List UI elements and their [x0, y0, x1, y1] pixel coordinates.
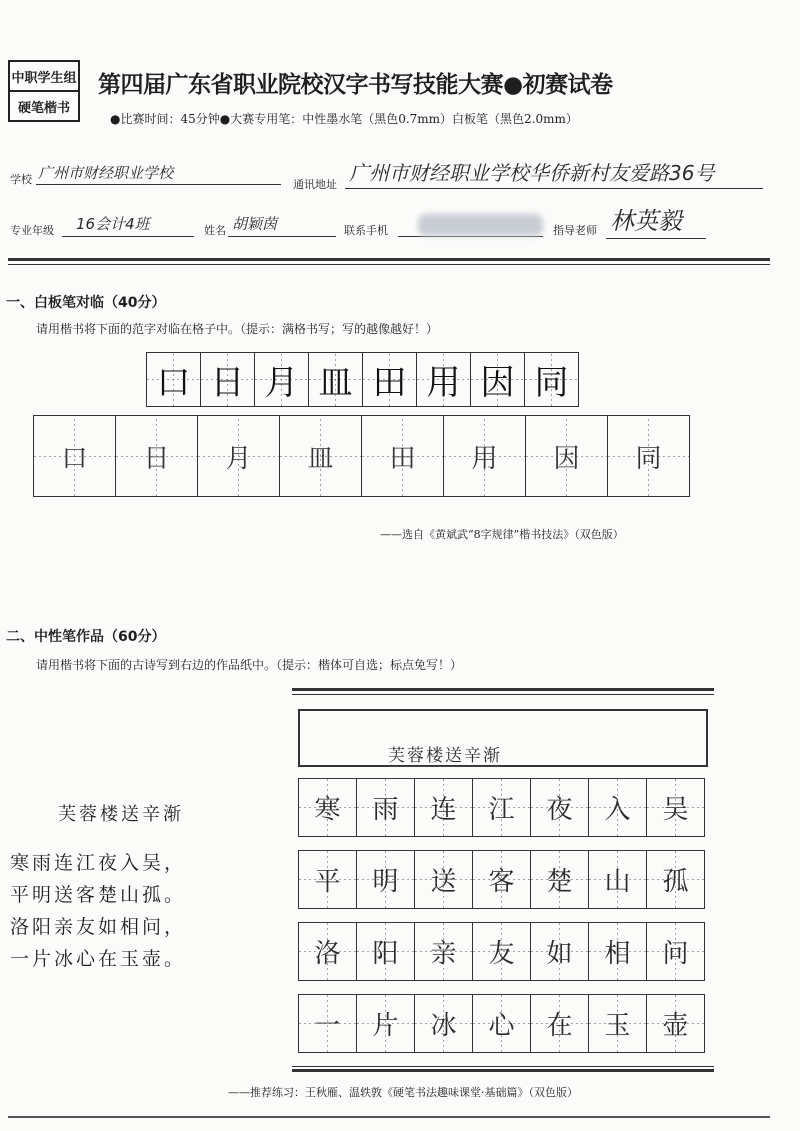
poem-cell: 连: [414, 778, 473, 837]
model-chars-row: [146, 352, 579, 407]
model-char: 日: [200, 352, 255, 407]
poem-cell: 亲: [414, 922, 473, 981]
poem-cell: 玉: [588, 994, 647, 1053]
teacher-value: 林英毅: [610, 207, 682, 235]
poem-cell: 心: [472, 994, 531, 1053]
school-label: 学校: [10, 173, 32, 186]
poem-cell: 问: [646, 922, 705, 981]
address-field: [345, 158, 763, 189]
poem-cell: 相: [588, 922, 647, 981]
poem-cell: 夜: [530, 778, 589, 837]
poem-cell: 客: [472, 850, 531, 909]
address-value: 广州市财经职业学校华侨新村友爱路36号: [349, 161, 715, 185]
practice-cell: 用: [443, 415, 526, 497]
group-stamp: [8, 60, 80, 122]
practice-grid: [33, 415, 690, 497]
poem-cell: 江: [472, 778, 531, 837]
poem-cell: 如: [530, 922, 589, 981]
group-label: 中职学生组: [10, 62, 78, 92]
grade-label: 专业年级: [10, 224, 54, 237]
poem-line: 平明送客楚山孤。: [10, 884, 187, 906]
poem-cell: 冰: [414, 994, 473, 1053]
poem-title-box: [298, 709, 708, 767]
redacted-phone: [418, 214, 543, 236]
teacher-field: [606, 206, 706, 239]
poem-row-2: [298, 850, 705, 909]
poem-line: 洛阳亲友如相问，: [10, 916, 187, 938]
poem-cell: 入: [588, 778, 647, 837]
section1-reference: ——选自《黄斌武“8字规律”楷书技法》（双色版）: [380, 528, 624, 541]
practice-cell: 日: [115, 415, 198, 497]
model-char: 因: [470, 352, 525, 407]
section2-instruction: 请用楷书将下面的古诗写到右边的作品纸中。（提示：楷体可自选；标点免写！）: [36, 658, 463, 672]
poem-cell: 楚: [530, 850, 589, 909]
poem-row-1: [298, 778, 705, 837]
section2-reference: ——推荐练习：王秋雁、温轶敦《硬笔书法趣味课堂·基础篇》（双色版）: [228, 1086, 578, 1099]
poem-cell: 吴: [646, 778, 705, 837]
paper-top-rule: [292, 688, 714, 691]
model-char: 同: [524, 352, 579, 407]
phone-label: 联系手机: [344, 224, 388, 237]
script-style-label: 硬笔楷书: [17, 100, 70, 116]
paper-top-rule-thin: [292, 694, 714, 695]
grade-value: 16会计4班: [76, 215, 150, 233]
model-char: 月: [254, 352, 309, 407]
name-field: [228, 214, 336, 237]
poem-cell: 一: [298, 994, 357, 1053]
section2-title: 二、中性笔作品（60分）: [6, 629, 166, 645]
paper-bottom-rule-thin: [292, 1066, 714, 1067]
page-bottom-rule: [8, 1116, 770, 1118]
address-label: 通讯地址: [293, 178, 337, 191]
poem-cell: 片: [356, 994, 415, 1053]
poem-cell: 友: [472, 922, 531, 981]
poem-cell: 山: [588, 850, 647, 909]
poem-row-3: [298, 922, 705, 981]
written-poem-title: 芙蓉楼送辛渐: [388, 741, 502, 767]
poem-row-4: [298, 994, 705, 1053]
section1-title: 一、白板笔对临（40分）: [6, 295, 166, 311]
poem-cell: 雨: [356, 778, 415, 837]
phone-field: [398, 214, 543, 237]
practice-cell: 口: [33, 415, 116, 497]
divider-thin: [8, 264, 770, 265]
page-subtitle: ●比赛时间：45分钟●大赛专用笔：中性墨水笔（黑色0.7mm）白板笔（黑色2.0mm）: [110, 112, 578, 126]
poem-cell: 平: [298, 850, 357, 909]
teacher-label: 指导老师: [553, 224, 597, 237]
school-value: 广州市财经职业学校: [38, 164, 174, 182]
poem-cell: 在: [530, 994, 589, 1053]
poem-cell: 壶: [646, 994, 705, 1053]
page-title: 第四届广东省职业院校汉字书写技能大赛●初赛试卷: [98, 72, 613, 98]
section1-instruction: 请用楷书将下面的范字对临在格子中。（提示：满格书写；写的越像越好！）: [36, 322, 439, 336]
poem-line: 一片冰心在玉壶。: [10, 948, 187, 970]
poem-cell: 寒: [298, 778, 357, 837]
poem-cell: 阳: [356, 922, 415, 981]
poem-title: 芙蓉楼送辛渐: [58, 804, 184, 825]
model-char: 用: [416, 352, 471, 407]
name-label: 姓名: [204, 224, 226, 237]
practice-cell: 因: [525, 415, 608, 497]
paper-bottom-rule: [292, 1069, 714, 1072]
model-char: 口: [146, 352, 201, 407]
poem-line: 寒雨连江夜入吴，: [10, 852, 187, 874]
poem-cell: 孤: [646, 850, 705, 909]
practice-cell: 皿: [279, 415, 362, 497]
poem-cell: 洛: [298, 922, 357, 981]
divider-thick: [8, 258, 770, 261]
model-char: 田: [362, 352, 417, 407]
school-field: [36, 166, 281, 185]
name-value: 胡颖茵: [232, 215, 278, 233]
practice-cell: 月: [197, 415, 280, 497]
practice-cell: 田: [361, 415, 444, 497]
grade-field: [62, 214, 194, 237]
poem-cell: 送: [414, 850, 473, 909]
model-char: 皿: [308, 352, 363, 407]
poem-cell: 明: [356, 850, 415, 909]
practice-cell: 同: [607, 415, 690, 497]
